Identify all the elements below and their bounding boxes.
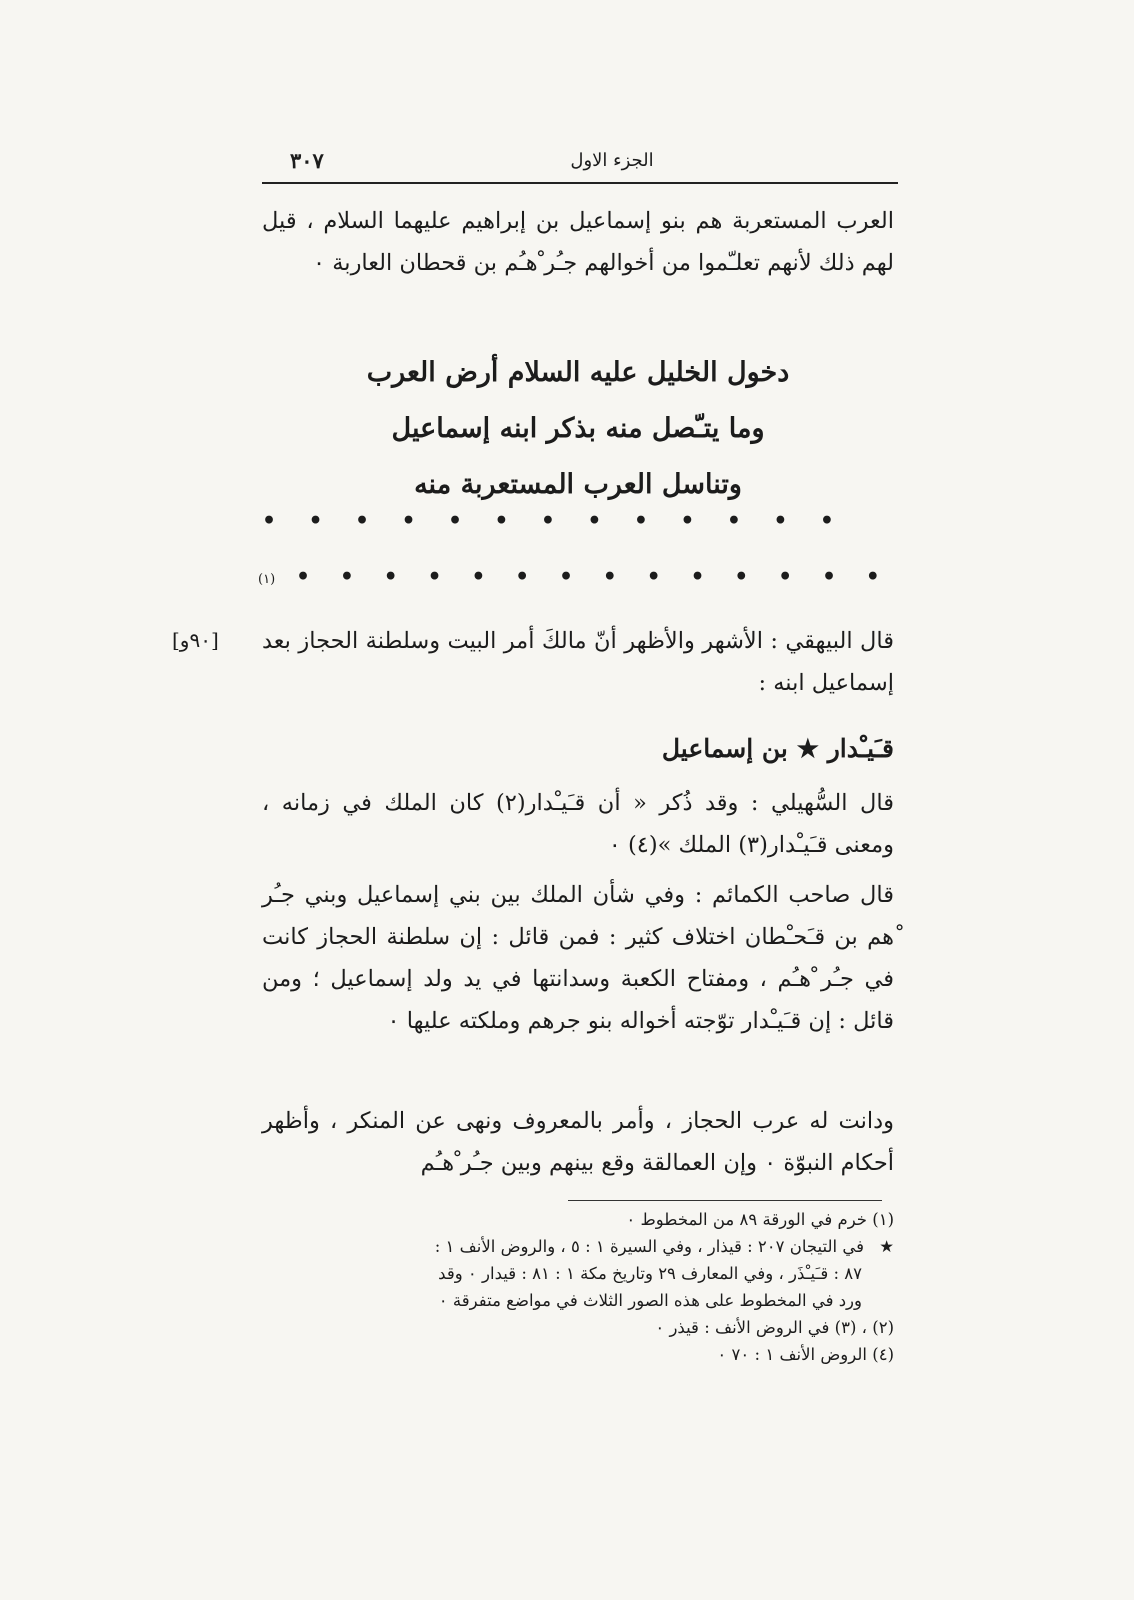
page-number: ٣٠٧: [290, 148, 324, 173]
lacuna-dot: •: [296, 564, 311, 590]
section-heading-line-1: دخول الخليل عليه السلام أرض العرب: [366, 357, 790, 388]
lacuna-dot: •: [690, 564, 705, 590]
lacuna-dot: •: [401, 508, 416, 534]
footnotes: [262, 1206, 894, 1368]
footnote-star-line-3: ورد في المخطوط على هذه الصور الثلاث في مواضع متفرقة ٠: [438, 1291, 862, 1310]
section-heading-line-2: وما يتـّصل منه بذكر ابنه إسماعيل: [391, 413, 765, 444]
lacuna-dots-row-2: [296, 564, 880, 590]
lacuna-dot: •: [865, 564, 880, 590]
footnote-star-line-2: ٨٧ : قـَيـْذَر ، وفي المعارف ٢٩ وتاريخ مكة ١ : ٨١ : قيدار ٠ وقد: [438, 1264, 862, 1283]
footnote-1: (١) خرم في الورقة ٨٩ من المخطوط ٠: [626, 1210, 894, 1229]
lacuna-dot: •: [383, 564, 398, 590]
paragraph-1: العرب المستعربة هم بنو إسماعيل بن إبراهيم عليهما السلام ، قيل لهم ذلك لأنهم تعلـّموا من أخوالهم جـُر ْهـُم بن قحطان العاربة ٠: [262, 208, 894, 276]
lacuna-dot: •: [587, 508, 602, 534]
paragraph-5: ودانت له عرب الحجاز ، وأمر بالمعروف ونهى عن المنكر ، وأظهر أحكام النبوّة ٠ وإن العمالقة وقع بينهم وبين جـُر ْهـُم: [262, 1108, 894, 1176]
section-heading-line-3: وتناسل العرب المستعربة منه: [414, 469, 742, 500]
footnote-4: (٤) الروض الأنف ١ : ٧٠ ٠: [717, 1345, 894, 1364]
lacuna-dot: •: [262, 508, 277, 534]
lacuna-dot: •: [308, 508, 323, 534]
paragraph-3: قال السُّهيلي : وقد ذُكر « أن قـَيـْدار(٢) كان الملك في زمانه ، ومعنى قـَيـْدار(٣) الملك »(٤) ٠: [262, 790, 894, 858]
header-rule: [262, 182, 898, 184]
lacuna-dot: •: [515, 564, 530, 590]
lacuna-dot: •: [726, 508, 741, 534]
running-title: الجزء الاول: [570, 150, 654, 171]
lacuna-dot: •: [558, 564, 574, 590]
running-header: [262, 148, 898, 182]
paragraph-4: قال صاحب الكمائم : وفي شأن الملك بين بني إسماعيل وبني جـُر ْهم بن قـَحـْطان اختلاف كثير : فمن قائل : إن سلطنة الحجاز كانت في جـُر ْهـُم ، ومفتاح الكعبة وسدانتها في يد ولد إسماعيل ؛ ومن قائل : إن قـَيـْدار توّجته أخواله بنو جرهم وملكته عليها ٠: [262, 882, 894, 1034]
lacuna-dot: •: [680, 508, 695, 534]
subheading-qaydar: قـَيـْدار ★ بن إسماعيل: [661, 734, 894, 763]
lacuna-dots-row-1: [262, 508, 834, 534]
lacuna-dot: •: [633, 508, 648, 534]
lacuna-dot: •: [821, 564, 836, 590]
lacuna-dot: •: [494, 508, 509, 534]
section-heading: [262, 345, 894, 513]
lacuna-dot: •: [447, 508, 462, 534]
lacuna-dot: •: [339, 564, 354, 590]
lacuna-dot: •: [471, 564, 486, 590]
lacuna-dot: •: [646, 564, 661, 590]
footnote-ref-1: (١): [258, 572, 276, 587]
footnote-2-3: (٢) ، (٣) في الروض الأنف : قيذر ٠: [655, 1318, 894, 1337]
lacuna-dot: •: [778, 564, 793, 590]
lacuna-dot: •: [734, 564, 749, 590]
lacuna-dot: •: [819, 508, 834, 534]
footnote-rule: [568, 1200, 882, 1201]
footnote-star: [262, 1233, 894, 1260]
paragraph-2: قال البيهقي : الأشهر والأظهر أنّ مالكَ أمر البيت وسلطنة الحجاز بعد إسماعيل ابنه :: [262, 628, 894, 696]
lacuna-dot: •: [354, 508, 370, 534]
lacuna-dot: •: [427, 564, 442, 590]
lacuna-dot: •: [540, 508, 555, 534]
lacuna-dot: •: [773, 508, 788, 534]
star-icon: ★: [879, 1237, 894, 1256]
manuscript-folio-note: [٩٠و]: [172, 628, 219, 652]
lacuna-dot: •: [602, 564, 617, 590]
footnote-star-line-1: في التيجان ٢٠٧ : قيذار ، وفي السيرة ١ : ٥ ، والروض الأنف ١ :: [434, 1237, 864, 1256]
